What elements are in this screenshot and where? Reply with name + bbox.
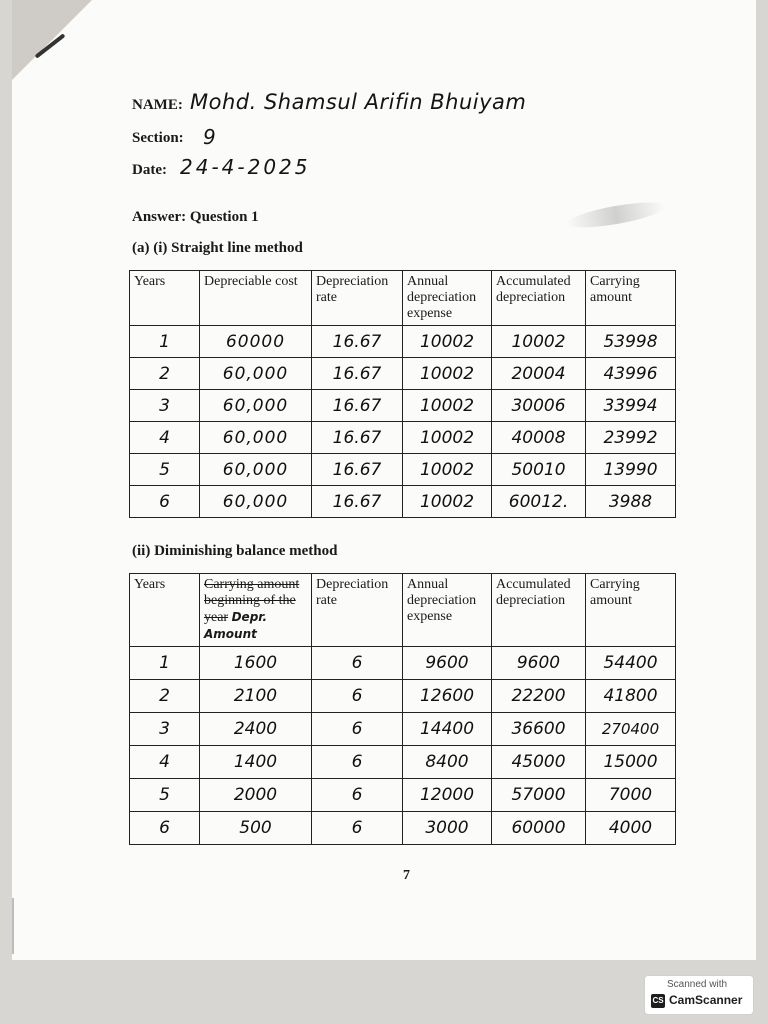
table-cell: 8400 [403,746,492,779]
table-row [130,454,676,486]
table-cell: 16.67 [312,422,403,454]
column-header: Accumulated depreciation [492,271,586,326]
table-row [130,779,676,812]
column-header: Depreciation rate [312,574,403,647]
table-cell: 30006 [492,390,586,422]
table-cell: 10002 [403,390,492,422]
section-label: Section: [132,130,184,146]
table-cell: 60,000 [200,422,312,454]
table-cell: 3000 [403,812,492,845]
name-label: NAME: [132,97,183,113]
table-cell: 2400 [200,713,312,746]
column-header: Accumulated depreciation [492,574,586,647]
table-header-row [130,271,676,326]
table-cell: 23992 [586,422,676,454]
table-cell: 6 [312,680,403,713]
table-cell: 6 [312,647,403,680]
column-header: Carrying amount [586,574,676,647]
table-cell: 7000 [586,779,676,812]
page-number: 7 [403,868,410,883]
table-cell: 5 [130,454,200,486]
table-row [130,746,676,779]
table-cell: 12600 [403,680,492,713]
table-cell: 33994 [586,390,676,422]
table-cell: 12000 [403,779,492,812]
column-header: Annual depreciation expense [403,574,492,647]
scanned-with-text: Scanned with [667,979,728,990]
handwritten-header-note: Depr. [231,610,268,624]
table-cell: 36600 [492,713,586,746]
table-cell: 4 [130,422,200,454]
table-row [130,812,676,845]
column-header-crossed-out [200,574,312,647]
table-cell: 9600 [403,647,492,680]
table-cell: 2000 [200,779,312,812]
table-cell: 10002 [403,422,492,454]
section-value: 9 [203,125,217,149]
table-cell: 22200 [492,680,586,713]
table-cell: 4 [130,746,200,779]
column-header: Carrying amount [586,271,676,326]
column-header: Years [130,574,200,647]
table-cell: 10002 [403,326,492,358]
table-cell: 10002 [492,326,586,358]
diminishing-heading: (ii) Diminishing balance method [132,543,338,559]
date-value: 24-4-2025 [180,155,311,179]
table-cell: 6 [312,713,403,746]
table-row [130,390,676,422]
table-cell: 15000 [586,746,676,779]
table-row [130,486,676,518]
table-cell: 500 [200,812,312,845]
table-cell: 10002 [403,486,492,518]
table-cell: 1400 [200,746,312,779]
table-cell: 6 [312,746,403,779]
table-cell: 60,000 [200,390,312,422]
table-cell: 16.67 [312,454,403,486]
table-cell: 50010 [492,454,586,486]
handwritten-header-note: Amount [204,627,257,641]
table-cell: 3988 [586,486,676,518]
table-cell: 13990 [586,454,676,486]
table-cell: 60012. [492,486,586,518]
table-cell: 1 [130,647,200,680]
camscanner-name: CamScanner [669,993,743,1007]
page-corner-fold [12,0,92,80]
table-cell: 9600 [492,647,586,680]
table-cell: 5 [130,779,200,812]
table-cell: 53998 [586,326,676,358]
table-cell: 1 [130,326,200,358]
table-cell: 3 [130,390,200,422]
table-cell: 60000 [200,326,312,358]
column-header: Annual depreciation expense [403,271,492,326]
table-row [130,422,676,454]
answer-heading: Answer: Question 1 [132,209,259,225]
straight-line-heading: (a) (i) Straight line method [132,240,303,256]
table-cell: 54400 [586,647,676,680]
table-cell: 16.67 [312,358,403,390]
table-cell: 2100 [200,680,312,713]
table-cell: 6 [130,486,200,518]
table-header-row [130,574,676,647]
table-cell: 6 [312,812,403,845]
column-header: Depreciation rate [312,271,403,326]
table-cell: 40008 [492,422,586,454]
table-cell: 10002 [403,358,492,390]
column-header: Depreciable cost [200,271,312,326]
table-cell: 1600 [200,647,312,680]
table-cell: 10002 [403,454,492,486]
diminishing-table [129,573,676,845]
camscanner-logo-icon: CS [651,994,665,1008]
table-cell: 270400 [586,713,676,746]
table-cell: 60000 [492,812,586,845]
table-cell: 41800 [586,680,676,713]
table-row [130,713,676,746]
table-cell: 2 [130,680,200,713]
table-cell: 43996 [586,358,676,390]
table-cell: 14400 [403,713,492,746]
straight-line-table [129,270,676,518]
date-label: Date: [132,162,167,178]
table-cell: 57000 [492,779,586,812]
table-cell: 16.67 [312,390,403,422]
table-row [130,358,676,390]
margin-line [12,898,14,954]
table-cell: 3 [130,713,200,746]
table-cell: 16.67 [312,486,403,518]
camscanner-badge [644,975,754,1015]
table-cell: 45000 [492,746,586,779]
table-row [130,647,676,680]
table-cell: 6 [312,779,403,812]
table-cell: 2 [130,358,200,390]
table-cell: 60,000 [200,486,312,518]
struck-header-text: Carrying amount beginning of the year [204,577,300,625]
table-row [130,326,676,358]
table-cell: 16.67 [312,326,403,358]
table-cell: 60,000 [200,358,312,390]
table-cell: 4000 [586,812,676,845]
name-value: Mohd. Shamsul Arifin Bhuiyam [190,90,527,114]
column-header: Years [130,271,200,326]
table-cell: 20004 [492,358,586,390]
table-row [130,680,676,713]
table-cell: 60,000 [200,454,312,486]
table-cell: 6 [130,812,200,845]
